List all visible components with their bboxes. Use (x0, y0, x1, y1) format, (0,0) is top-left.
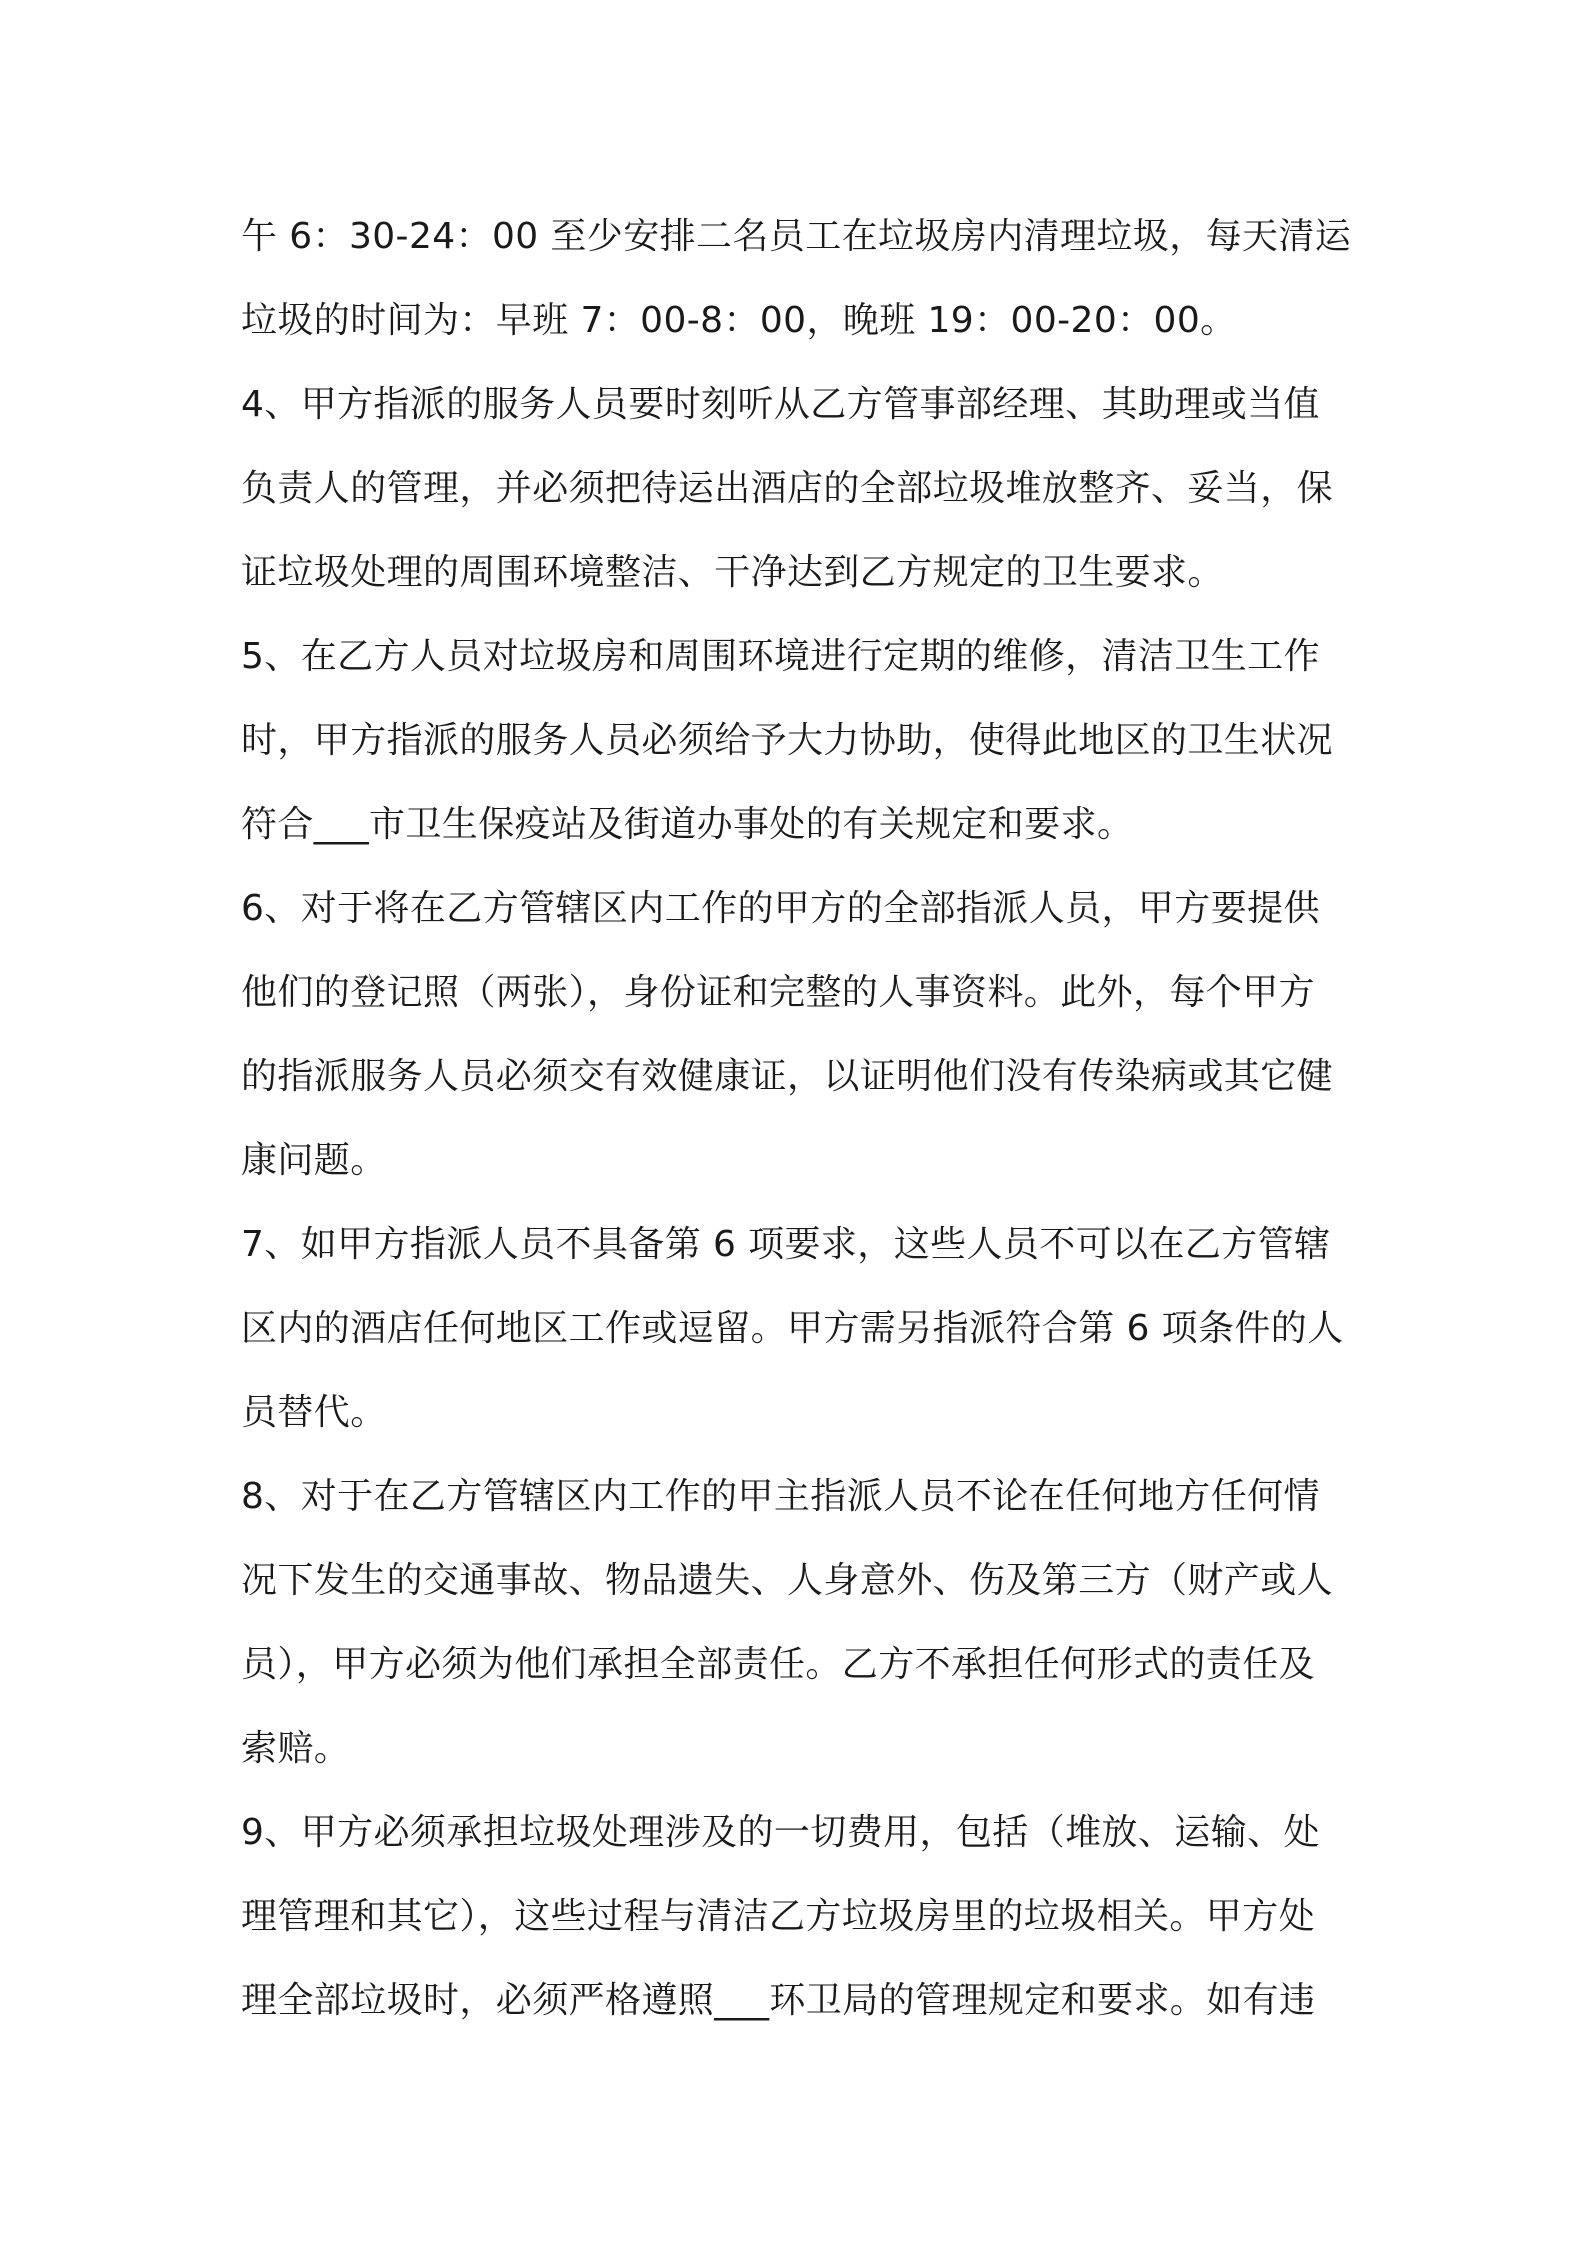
text-line: 理全部垃圾时，必须严格遵照___环卫局的管理规定和要求。如有违 (241, 1980, 1316, 2021)
text-line: 4、甲方指派的服务人员要时刻听从乙方管事部经理、其助理或当值 (241, 384, 1320, 425)
text-line: 况下发生的交通事故、物品遗失、人身意外、伤及第三方（财产或人 (241, 1560, 1334, 1601)
text-line: 6、对于将在乙方管辖区内工作的甲方的全部指派人员，甲方要提供 (241, 888, 1320, 929)
text-line: 负责人的管理，并必须把待运出酒店的全部垃圾堆放整齐、妥当，保 (241, 468, 1334, 509)
text-line: 垃圾的时间为：早班 7：00-8：00，晚班 19：00-20：00。 (241, 300, 1237, 341)
text-line: 9、甲方必须承担垃圾处理涉及的一切费用，包括（堆放、运输、处 (241, 1812, 1320, 1853)
text-line: 理管理和其它），这些过程与清洁乙方垃圾房里的垃圾相关。甲方处 (241, 1896, 1316, 1937)
document-body (241, 195, 1361, 2043)
text-line: 午 6：30-24：00 至少安排二名员工在垃圾房内清理垃圾，每天清运 (241, 216, 1352, 257)
text-line: 8、对于在乙方管辖区内工作的甲主指派人员不论在任何地方任何情 (241, 1476, 1320, 1517)
text-line: 索赔。 (241, 1728, 351, 1769)
text-line: 符合___市卫生保疫站及街道办事处的有关规定和要求。 (241, 804, 1134, 845)
text-line: 员替代。 (241, 1392, 387, 1433)
text-line: 他们的登记照（两张），身份证和完整的人事资料。此外，每个甲方 (241, 972, 1316, 1013)
text-line: 区内的酒店任何地区工作或逗留。甲方需另指派符合第 6 项条件的人 (241, 1308, 1344, 1349)
text-line: 5、在乙方人员对垃圾房和周围环境进行定期的维修，清洁卫生工作 (241, 636, 1320, 677)
text-line: 7、如甲方指派人员不具备第 6 项要求，这些人员不可以在乙方管辖 (241, 1224, 1331, 1265)
text-line: 员），甲方必须为他们承担全部责任。乙方不承担任何形式的责任及 (241, 1644, 1316, 1685)
text-line: 证垃圾处理的周围环境整洁、干净达到乙方规定的卫生要求。 (241, 552, 1224, 593)
text-line: 康问题。 (241, 1140, 387, 1181)
text-line: 时，甲方指派的服务人员必须给予大力协助，使得此地区的卫生状况 (241, 720, 1334, 761)
text-line: 的指派服务人员必须交有效健康证，以证明他们没有传染病或其它健 (241, 1056, 1334, 1097)
